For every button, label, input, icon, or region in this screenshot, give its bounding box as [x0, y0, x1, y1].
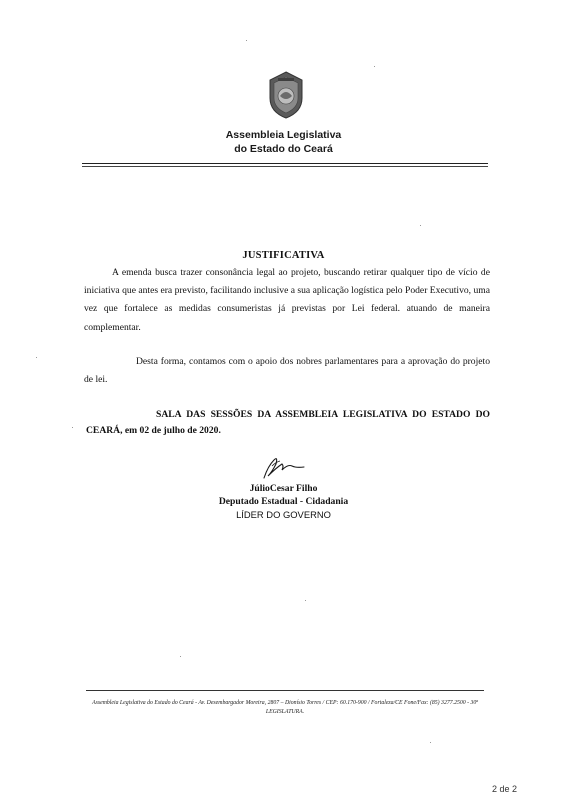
header-divider	[82, 163, 488, 164]
footer-address: Assembleia Legislativa do Estado do Ceará - Av. Desembargador Moreira, 2807 – Dionísio Torres / CEP: 60.170-900 / Fortaleza/CE Fone/Fax: (85) 3277.2500 - 30ª LEGISLATURA.	[92, 700, 478, 715]
document-title: JUSTIFICATIVA	[242, 250, 325, 261]
organization-name-line2: do Estado do Ceará	[234, 143, 333, 155]
signer-role: Deputado Estadual - Cidadania	[218, 496, 349, 507]
justification-paragraph-2: Desta forma, contamos com o apoio dos nobres parlamentares para a aprovação do projeto de lei.	[84, 356, 490, 386]
footer-divider	[86, 690, 484, 691]
scan-speck	[36, 357, 37, 358]
header-divider-secondary	[82, 166, 488, 167]
scan-speck	[305, 600, 306, 601]
signer-leadership: LÍDER DO GOVERNO	[236, 509, 331, 520]
scan-speck	[72, 427, 73, 428]
justification-paragraph-1: A emenda busca trazer consonância legal ao projeto, buscando retirar qualquer tipo de vício de iniciativa que antes era previsto, facilitando inclusive a sua aplicação logística pelo Poder Executivo, uma vez que fortalece as medidas consumeristas já previstas por Lei federal. atuando de maneira complementar.	[84, 267, 490, 333]
page-number: 2 de 2	[491, 784, 517, 794]
scan-speck	[246, 40, 247, 41]
assembly-seal-icon	[266, 70, 306, 120]
signer-name: JúlioCesar Filho	[249, 483, 318, 494]
scan-speck	[180, 656, 181, 657]
organization-name-line1: Assembleia Legislativa	[225, 129, 342, 141]
handwritten-signature	[258, 452, 308, 480]
scan-speck	[420, 225, 421, 226]
session-line: SALA DAS SESSÕES DA ASSEMBLEIA LEGISLATIVA DO ESTADO DO CEARÁ, em 02 de julho de 2020.	[86, 409, 490, 436]
scan-speck	[430, 742, 431, 743]
scan-speck	[374, 66, 375, 67]
